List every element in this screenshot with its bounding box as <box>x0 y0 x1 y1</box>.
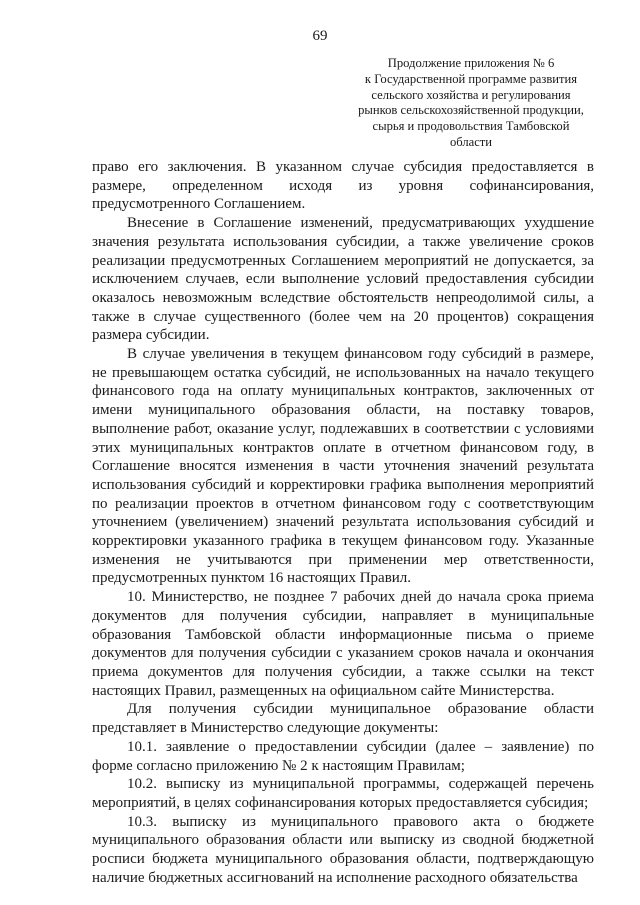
header-line: области <box>449 134 493 149</box>
paragraph: Для получения субсидии муниципальное образование области представляет в Министерство следующие документы: <box>92 701 594 737</box>
paragraph: В случае увеличения в текущем финансовом году субсидий в размере, не превышающем остатка субсидий, не использованных на начало текущего финансового года на оплату муниципальных контрактов, заключенных от имени муниципального образования области, на поставку товаров, выполнение работ, оказание услуг, подлежавших в соответствии с условиями этих муниципальных контрактов оплате в отчетном финансовом году, в Соглашение вносятся изменения в части уточнения значений результата использования субсидий и корректировки графика выполнения мероприятий по реализации проектов в отчетном финансовом году с соответствующим уточнением (увеличением) значений результата использования субсидий и корректировки указанного графика в текущем финансовом году. Указанные изменения не учитываются при применении мер ответственности, предусмотренных пунктом 16 настоящих Правил. <box>92 346 594 587</box>
list-item: 10.1. заявление о предоставлении субсидии (далее – заявление) по форме согласно приложению № 2 к настоящим Правилам; <box>92 738 594 774</box>
paragraph: 10. Министерство, не позднее 7 рабочих дней до начала срока приема документов для получения субсидии, направляет в муниципальные образования Тамбовской области информационные письма о приеме документов для получения субсидии с указанием сроков начала и окончания приема документов для получения субсидии, а также ссылки на текст настоящих Правил, размещенных на официальном сайте Министерства. <box>92 589 594 699</box>
header-line: сельского хозяйства и регулирования <box>371 87 571 102</box>
header-line: сырья и продовольствия Тамбовской <box>372 119 570 134</box>
page-number: 69 <box>312 28 328 44</box>
header-line: к Государственной программе развития <box>364 71 578 86</box>
paragraph: Внесение в Соглашение изменений, предусматривающих ухудшение значения результата использования субсидии, а также увеличение сроков реализации предусмотренных Соглашением мероприятий не допускается, за исключением случаев, если выполнение условий предоставления субсидии оказалось невозможным вследствие обстоятельств непреодолимой силы, а также в случае существенного (более чем на 20 процентов) сокращения размера субсидии. <box>92 215 594 344</box>
appendix-header <box>340 56 602 151</box>
document-body <box>92 158 594 887</box>
header-line: Продолжение приложения № 6 <box>387 56 555 70</box>
list-item: 10.2. выписку из муниципальной программы, содержащей перечень мероприятий, в целях софинансирования которых предоставляется субсидия; <box>92 776 594 811</box>
header-line: рынков сельскохозяйственной продукции, <box>358 103 584 118</box>
paragraph: право его заключения. В указанном случае субсидия предоставляется в размере, определенном исходя из уровня софинансирования, предусмотренного Соглашением. <box>92 159 594 213</box>
list-item: 10.3. выписку из муниципального правового акта о бюджете муниципального образования области или выписку из сводной бюджетной росписи бюджета муниципального образования области, подтверждающую наличие бюджетных ассигнований на исполнение расходного обязательства <box>92 813 594 886</box>
